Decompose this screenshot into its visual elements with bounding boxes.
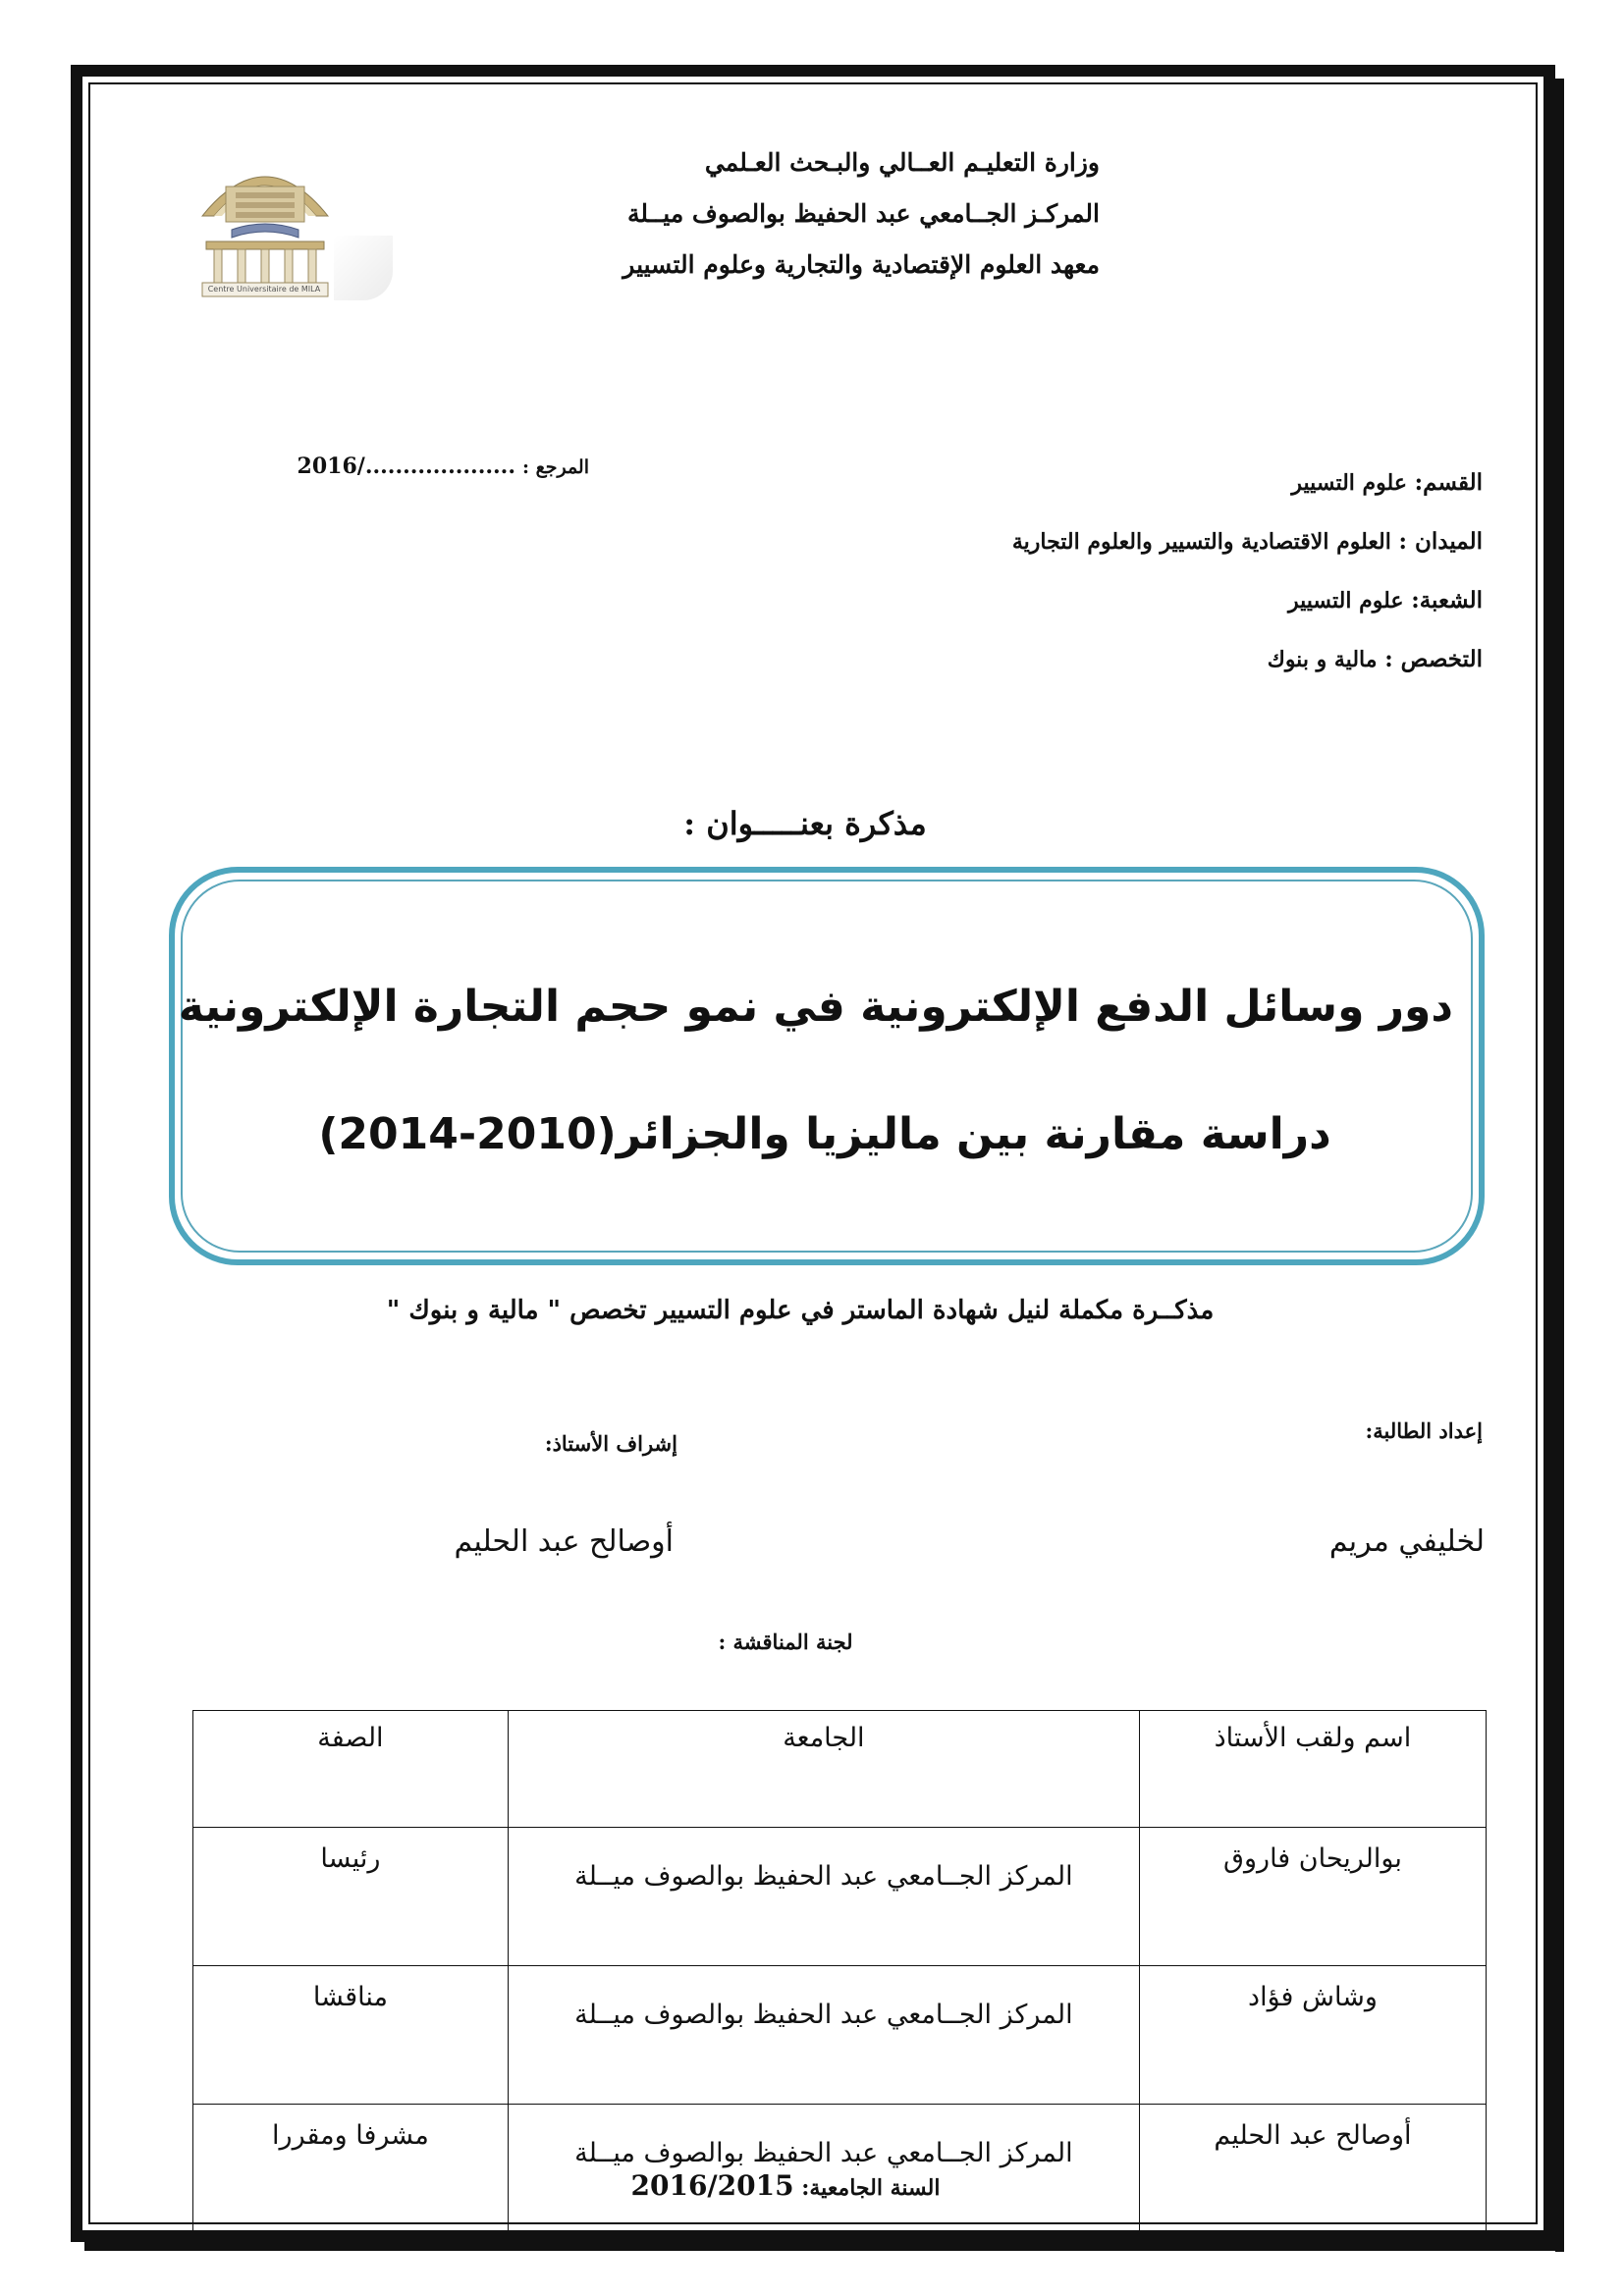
university-cell: المركز الجــامعي عبد الحفيظ بوالصوف ميــلة xyxy=(508,1966,1139,2105)
academic-year-label: السنة الجامعية: xyxy=(801,2175,941,2201)
specialty-value: مالية و بنوك xyxy=(1267,647,1378,672)
table-row xyxy=(193,1828,1487,1966)
role-cell: مشرفا ومقررا xyxy=(193,2105,509,2243)
center-name: المركـز الجــامعي عبد الحفيظ بوالصوف ميــلة xyxy=(626,199,1100,228)
committee-table xyxy=(192,1710,1487,2243)
field-label: الميدان : xyxy=(1398,528,1483,555)
committee-label: لجنة المناقشة : xyxy=(718,1629,853,1654)
degree-statement: مذكــرة مكملة لنيل شهادة الماستر في علوم التسيير تخصص " مالية و بنوك " xyxy=(386,1296,1215,1325)
department-row xyxy=(884,454,1483,512)
title-box-inner-border xyxy=(178,880,1473,1253)
university-building-icon xyxy=(192,147,338,302)
university-logo xyxy=(192,147,338,302)
branch-value: علوم التسيير xyxy=(1287,588,1404,614)
professor-name-cell: بوالريحان فاروق xyxy=(1139,1828,1486,1966)
prepared-by-label: إعداد الطالبة: xyxy=(1365,1418,1483,1443)
committee-header-row xyxy=(193,1711,1487,1828)
branch-row xyxy=(884,571,1483,630)
title-label: مذكرة بعنـــــوان : xyxy=(683,805,927,842)
logo-shadow xyxy=(334,236,393,300)
page-border-shadow-right xyxy=(1555,79,1564,2252)
specialty-row xyxy=(884,630,1483,689)
department-label: القسم: xyxy=(1414,469,1483,496)
supervisor-name: أوصالح عبد الحليم xyxy=(454,1524,674,1559)
reference-number xyxy=(255,454,589,479)
page-border-shadow-bottom xyxy=(84,2242,1564,2251)
logo-caption: Centre Universitaire de MILA xyxy=(207,285,321,294)
field-row xyxy=(884,512,1483,571)
academic-year-value: 2016/2015 xyxy=(630,2169,794,2202)
header-university: الجامعة xyxy=(508,1711,1139,1828)
university-cell: المركز الجــامعي عبد الحفيظ بوالصوف ميــلة xyxy=(508,2105,1139,2243)
university-cell: المركز الجــامعي عبد الحفيظ بوالصوف ميــلة xyxy=(508,1828,1139,1966)
role-cell: رئيسا xyxy=(193,1828,509,1966)
institute-name: معهد العلوم الإقتصادية والتجارية وعلوم التسيير xyxy=(623,250,1100,279)
header-role: الصفة xyxy=(193,1711,509,1828)
header-professor-name: اسم ولقب الأستاذ xyxy=(1139,1711,1486,1828)
academic-year xyxy=(550,2169,1021,2202)
table-row xyxy=(193,1966,1487,2105)
department-value: علوم التسيير xyxy=(1291,470,1407,496)
professor-name-cell: أوصالح عبد الحليم xyxy=(1139,2105,1486,2243)
institution-header xyxy=(550,137,1100,291)
reference-label: المرجع : xyxy=(521,456,589,478)
thesis-subtitle: دراسة مقارنة بين ماليزيا والجزائر(2010-2014) xyxy=(318,1109,1331,1159)
professor-name-cell: وشاش فؤاد xyxy=(1139,1966,1486,2105)
specialty-label: التخصص : xyxy=(1384,646,1483,672)
branch-label: الشعبة: xyxy=(1411,587,1483,614)
thesis-title: دور وسائل الدفع الإلكترونية في نمو حجم التجارة الإلكترونية xyxy=(178,982,1453,1032)
reference-value: 2016/.................... xyxy=(297,454,515,479)
student-name: لخليفي مريم xyxy=(1328,1524,1485,1559)
department-info xyxy=(884,454,1483,689)
role-cell: مناقشا xyxy=(193,1966,509,2105)
supervised-by-label: إشراف الأستاذ: xyxy=(544,1431,677,1456)
ministry-name: وزارة التعليـم العــالي والبـحث العـلمي xyxy=(704,148,1100,177)
field-value: العلوم الاقتصادية والتسيير والعلوم التجارية xyxy=(1011,529,1391,555)
